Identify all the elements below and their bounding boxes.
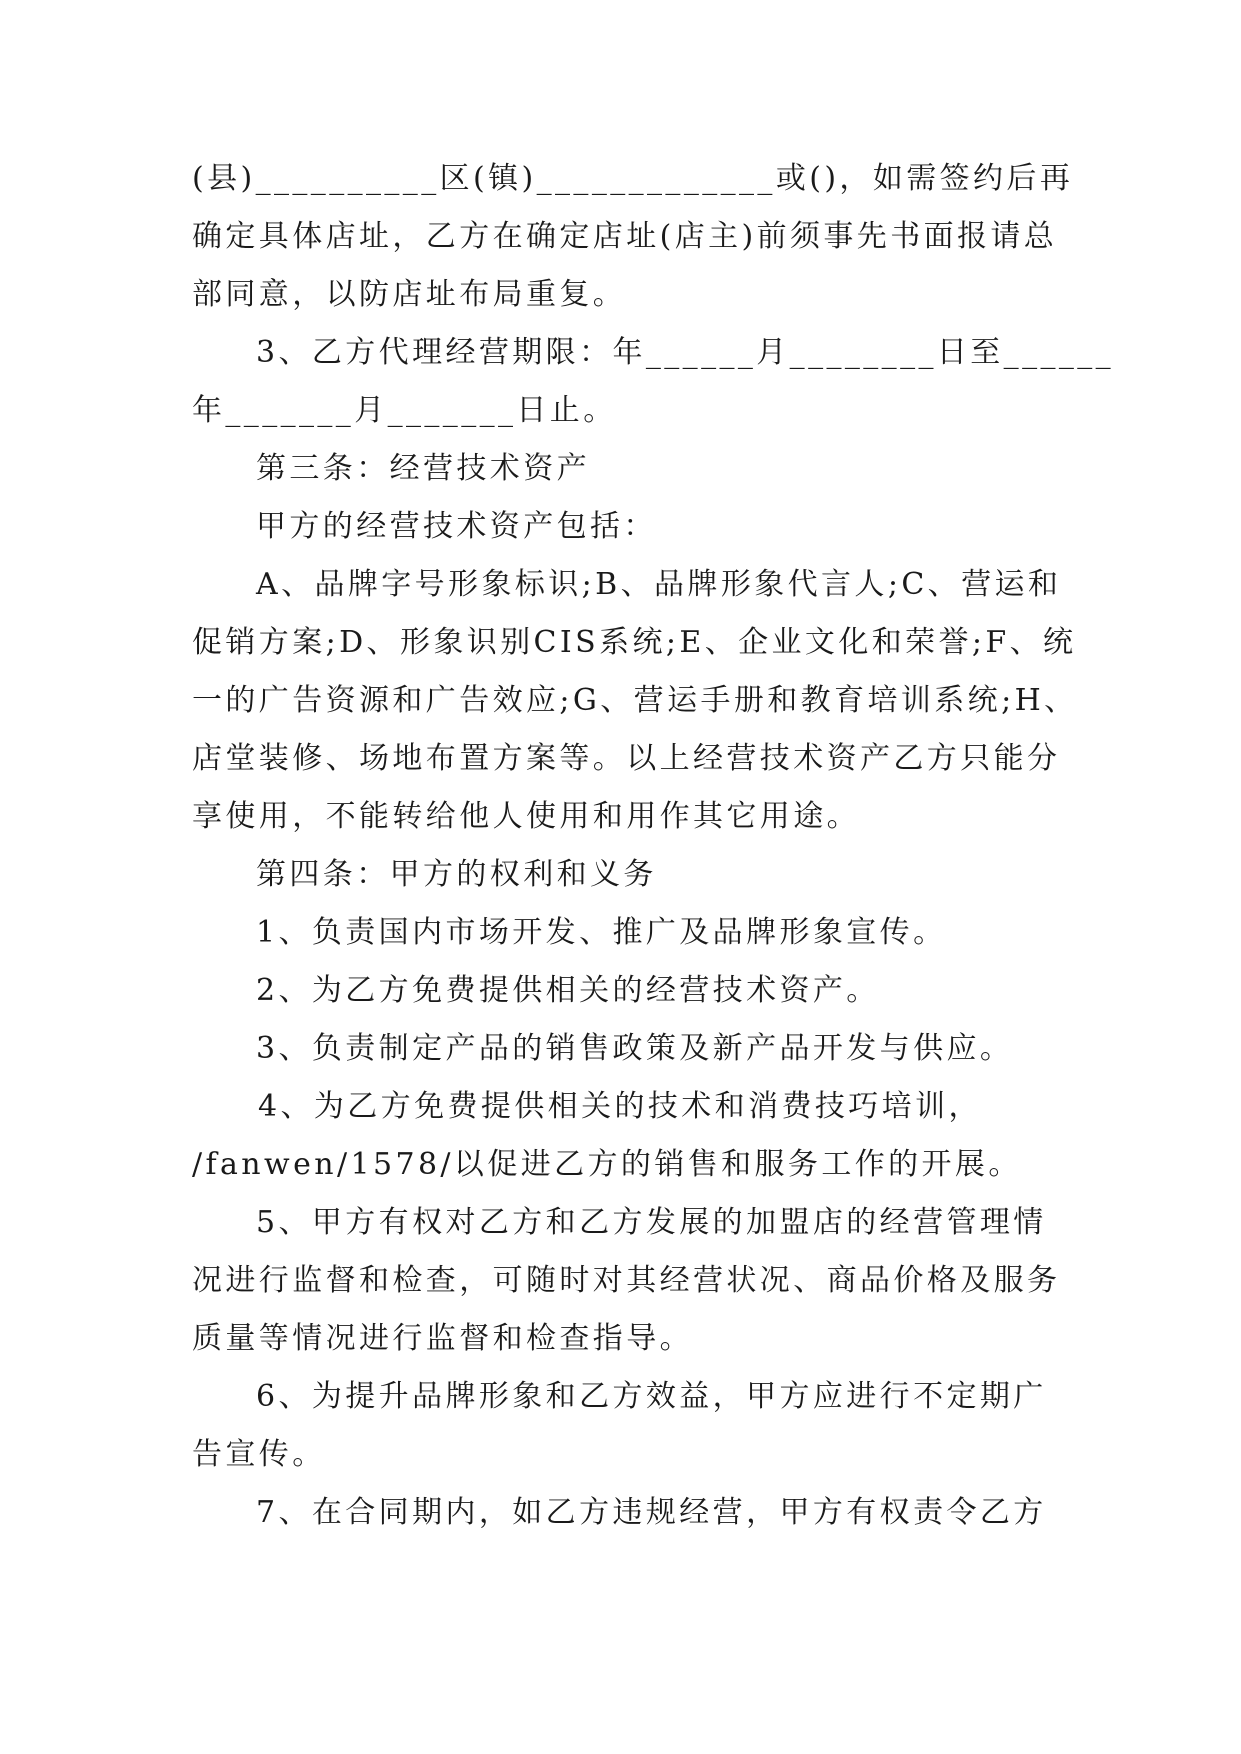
text-line: 3、乙方代理经营期限：年______月________日至______: [256, 335, 1115, 370]
text-line: 1、负责国内市场开发、推广及品牌形象宣传。: [256, 915, 947, 950]
text-line: 6、为提升品牌形象和乙方效益，甲方应进行不定期广: [256, 1379, 1047, 1414]
text-line: (县)__________区(镇)_____________或()，如需签约后再: [192, 161, 1074, 196]
document-page: [192, 150, 1115, 1542]
section-heading: 第三条：经营技术资产: [256, 451, 590, 486]
text-line: 况进行监督和检查，可随时对其经营状况、商品价格及服务: [192, 1263, 1061, 1298]
text-line: /fanwen/1578/以促进乙方的销售和服务工作的开展。: [192, 1147, 1022, 1182]
text-line: 店堂装修、场地布置方案等。以上经营技术资产乙方只能分: [192, 741, 1061, 776]
text-line: 年_______月_______日止。: [192, 393, 617, 428]
section-heading: 第四条：甲方的权利和义务: [256, 857, 657, 892]
text-line: 告宣传。: [192, 1437, 326, 1472]
text-line: 一的广告资源和广告效应;G、营运手册和教育培训系统;H、: [192, 683, 1078, 718]
text-line: 质量等情况进行监督和检查指导。: [192, 1321, 693, 1356]
text-line: 甲方的经营技术资产包括：: [256, 509, 657, 544]
text-line: A、品牌字号形象标识;B、品牌形象代言人;C、营运和: [256, 567, 1062, 602]
text-line: 2、为乙方免费提供相关的经营技术资产。: [256, 973, 880, 1008]
text-line: 享使用，不能转给他人使用和用作其它用途。: [192, 799, 860, 834]
text-line: 部同意，以防店址布局重复。: [192, 277, 627, 312]
text-line: 促销方案;D、形象识别CIS系统;E、企业文化和荣誉;F、统: [192, 625, 1077, 660]
text-line: 确定具体店址，乙方在确定店址(店主)前须事先书面报请总: [192, 219, 1058, 254]
text-line: 3、负责制定产品的销售政策及新产品开发与供应。: [256, 1031, 1014, 1066]
text-line: 5、甲方有权对乙方和乙方发展的加盟店的经营管理情: [256, 1205, 1047, 1240]
text-line: 7、在合同期内，如乙方违规经营，甲方有权责令乙方: [256, 1495, 1047, 1530]
text-line: 4、为乙方免费提供相关的技术和消费技巧培训，: [258, 1089, 982, 1124]
